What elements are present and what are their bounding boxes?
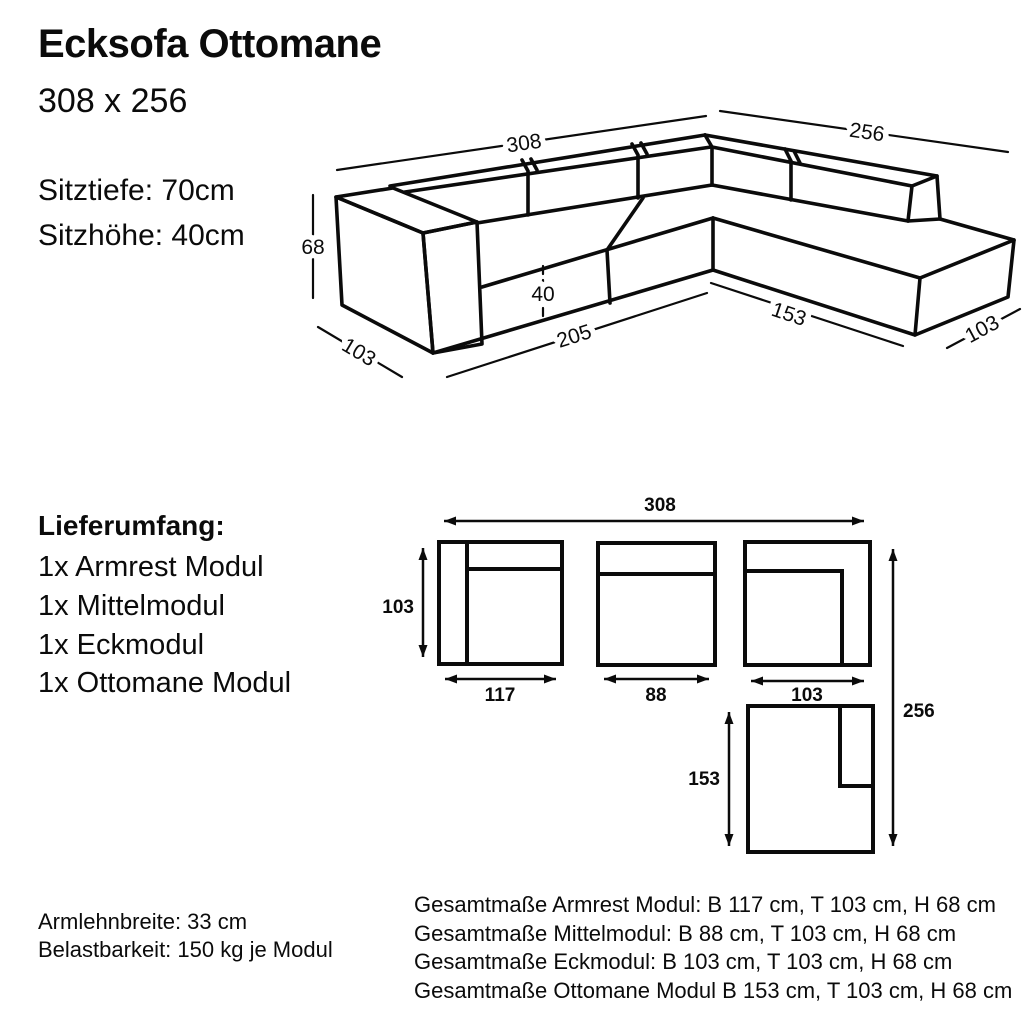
- plan-dim-mittel-width: 88: [645, 685, 667, 706]
- ottomane-module-spec: Gesamtmaße Ottomane Modul B 153 cm, T 103 cm, H 68 cm: [414, 977, 1013, 1003]
- plan-armrest-module: [439, 542, 562, 664]
- page-title: Ecksofa Ottomane: [38, 22, 382, 66]
- mittel-module-spec: Gesamtmaße Mittelmodul: B 88 cm, T 103 cm, H 68 cm: [414, 920, 957, 946]
- iso-dimensions: [301, 111, 1020, 377]
- plan-mittel-module: [598, 543, 715, 665]
- load-capacity-note: Belastbarkeit: 150 kg je Modul: [38, 937, 333, 962]
- isometric-sofa-drawing: [301, 111, 1020, 377]
- iso-dim-ottoman-run: 153: [768, 298, 810, 331]
- armrest-width-note: Armlehnbreite: 33 cm: [38, 909, 248, 934]
- iso-dim-arm-depth: 103: [337, 333, 380, 372]
- iso-dim-total-width: 308: [505, 129, 544, 158]
- plan-dim-ottomane-length: 153: [688, 769, 720, 790]
- delivery-item-ottomane: 1x Ottomane Modul: [38, 667, 292, 700]
- module-plan-drawing: [382, 495, 934, 852]
- ottoman-box: [713, 218, 1014, 335]
- plan-eck-module: [745, 542, 870, 665]
- backrest-left: [390, 135, 712, 223]
- iso-dim-height: 68: [301, 236, 325, 259]
- armrest-box: [336, 188, 482, 353]
- plan-dim-eck-width: 103: [791, 685, 823, 706]
- plan-dim-armrest-width: 117: [484, 685, 516, 706]
- iso-dim-ottoman-depth: 103: [961, 311, 1004, 348]
- iso-dim-seat-height: 40: [531, 283, 555, 306]
- eck-module-spec: Gesamtmaße Eckmodul: B 103 cm, T 103 cm, H 68 cm: [414, 949, 953, 974]
- plan-dim-module-depth: 103: [382, 597, 414, 618]
- plan-ottomane-module: [748, 706, 873, 852]
- iso-dim-total-depth: 256: [847, 118, 886, 147]
- delivery-item-armrest: 1x Armrest Modul: [38, 551, 264, 583]
- armrest-module-spec: Gesamtmaße Armrest Modul: B 117 cm, T 103 cm, H 68 cm: [414, 892, 996, 917]
- delivery-heading: Lieferumfang:: [38, 510, 225, 541]
- seat-height-text: Sitzhöhe: 40cm: [38, 219, 245, 252]
- backrest-right: [705, 135, 940, 221]
- seat-depth-text: Sitztiefe: 70cm: [38, 174, 235, 207]
- overall-dimensions: 308 x 256: [38, 82, 188, 120]
- plan-dim-total-depth: 256: [903, 701, 935, 722]
- iso-dim-seat-run: 205: [553, 320, 595, 353]
- delivery-item-eck: 1x Eckmodul: [38, 628, 205, 661]
- delivery-item-mittel: 1x Mittelmodul: [38, 589, 225, 622]
- plan-dim-total-width: 308: [644, 495, 676, 516]
